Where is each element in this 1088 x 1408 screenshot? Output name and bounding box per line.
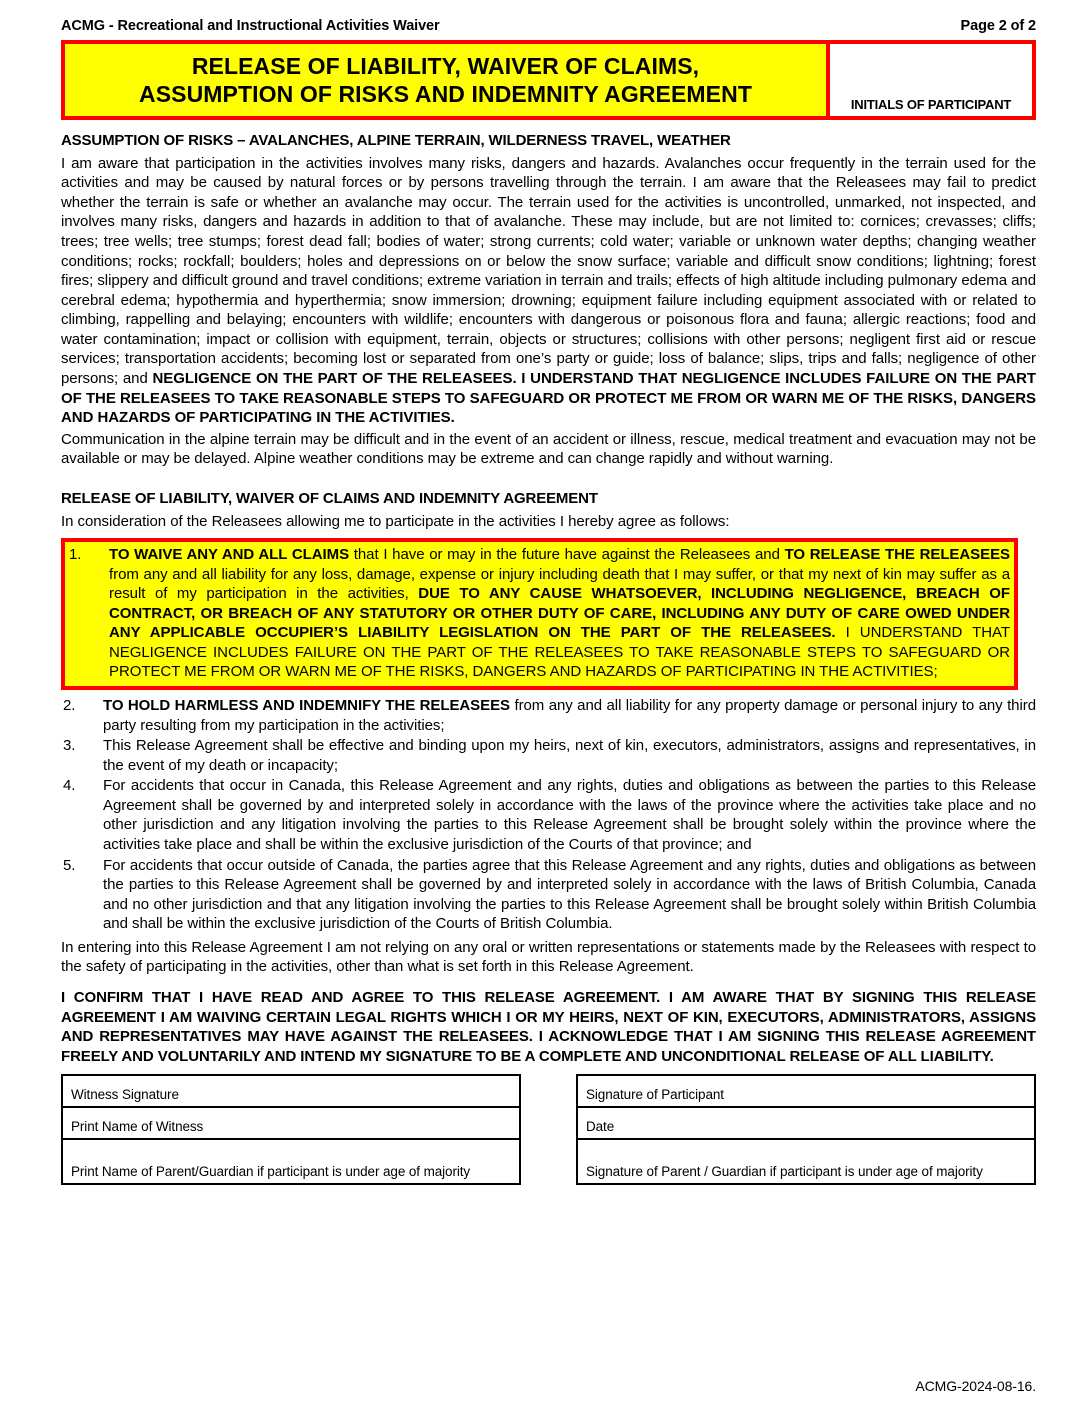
release-of-liability-heading: RELEASE OF LIABILITY, WAIVER OF CLAIMS AND INDEMNITY AGREEMENT — [61, 489, 598, 507]
clause-5-normal: For accidents that occur outside of Canada, the parties agree that this Release Agreement and any rights, duties and obligations as between the parties to this Release Agreement shall be governed by and interpreted solely in accordance with the laws of British Columbia, Canada and no other jurisdiction and that any litigation involving the parties to this Release Agreement shall be brought solely within British Columbia and shall be within the exclusive jurisdiction of the Courts of British Columbia. — [103, 856, 1036, 933]
clause-item — [61, 776, 1036, 854]
clause-3-text — [103, 736, 1036, 775]
print-name-guardian-field[interactable] — [63, 1140, 519, 1183]
header-page-number: Page 2 of 2 — [960, 18, 1036, 34]
clause-1-normal-3: I UNDERSTAND THAT NEGLIGENCE INCLUDES FAILURE ON THE PART OF THE RELEASEES TO TAKE REASONABLE STEPS TO SAFEGUARD OR PROTECT ME FROM OR WARN ME OF THE RISKS, DANGERS AND HAZARDS OF PARTICIPATING IN THE ACTIVITIES; — [109, 624, 1010, 681]
clause-1-normal-2: from any and all liability for any loss, damage, expense or injury including death that I may suffer, or that my next of kin may suffer as a result of my participation in the activities, — [109, 565, 1010, 603]
footer-revision-code: ACMG-2024-08-16. — [915, 1378, 1036, 1394]
running-header — [61, 18, 1036, 34]
print-name-witness-field[interactable] — [63, 1108, 519, 1140]
assumption-of-risks-heading: ASSUMPTION OF RISKS – AVALANCHES, ALPINE TERRAIN, WILDERNESS TRAVEL, WEATHER — [61, 132, 731, 149]
clause-item — [61, 856, 1036, 934]
clause-4-number: 4. — [63, 777, 76, 795]
witness-signature-table — [61, 1074, 521, 1185]
clause-item — [61, 736, 1036, 775]
clause-2-bold: TO HOLD HARMLESS AND INDEMNIFY THE RELEASEES — [103, 697, 511, 714]
confirmation-paragraph: I CONFIRM THAT I HAVE READ AND AGREE TO THIS RELEASE AGREEMENT. I AM AWARE THAT BY SIGNING THIS RELEASE AGREEMENT I AM WAIVING CERTAIN LEGAL RIGHTS WHICH I OR MY HEIRS, NEXT OF KIN, EXECUTORS, ADMINISTRATORS, ASSIGNS AND REPRESENTATIVES MAY HAVE AGAINST THE RELEASEES. I ACKNOWLEDGE THAT I AM SIGNING THIS RELEASE AGREEMENT FREELY AND VOLUNTARILY AND INTEND MY SIGNATURE TO BE A COMPLETE AND UNCONDITIONAL RELEASE OF ALL LIABILITY. — [61, 988, 1036, 1065]
guardian-signature-field[interactable] — [578, 1140, 1034, 1183]
clause-3-normal: This Release Agreement shall be effective and binding upon my heirs, next of kin, executors, administrators, assigns and representatives, in the event of my death or incapacity; — [103, 737, 1036, 774]
clause-1-bold-2: TO RELEASE THE RELEASEES — [784, 546, 1010, 564]
clause-3-number: 3. — [63, 737, 76, 755]
clause-1-highlight-box — [61, 538, 1018, 690]
witness-signature-field[interactable] — [63, 1076, 519, 1108]
title-banner — [61, 40, 1036, 120]
date-label: Date — [586, 1119, 615, 1135]
header-document-title: ACMG - Recreational and Instructional Activities Waiver — [61, 18, 440, 34]
initials-of-participant-field[interactable] — [830, 40, 1036, 120]
print-name-witness-label: Print Name of Witness — [71, 1119, 204, 1135]
agreement-title-line-1: RELEASE OF LIABILITY, WAIVER OF CLAIMS, — [191, 52, 700, 79]
assumption-risks-text-bold: NEGLIGENCE ON THE PART OF THE RELEASEES. I UNDERSTAND THAT NEGLIGENCE INCLUDES FAILURE ON THE PART OF THE RELEASEES TO TAKE REASONABLE STEPS TO SAFEGUARD OR PROTECT ME FROM OR WARN ME OF THE RISKS, DANGERS AND HAZARDS OF PARTICIPATING IN THE ACTIVITIES. — [61, 369, 1037, 427]
clause-1-normal-1: that I have or may in the future have against the Releasees and — [349, 546, 785, 564]
clause-1-bold-3: DUE TO ANY CAUSE WHATSOEVER, INCLUDING NEGLIGENCE, BREACH OF CONTRACT, OR BREACH OF ANY STATUTORY OR OTHER DUTY OF CARE, INCLUDING ANY DUTY OF CARE OWED UNDER ANY APPLICABLE OCCUPIER’S LIABILITY LEGISLATION ON THE PART OF THE RELEASEES. — [109, 585, 1010, 642]
assumption-of-risks-paragraph-2: Communication in the alpine terrain may be difficult and in the event of an accident or illness, rescue, medical treatment and evacuation may not be available or may be delayed. Alpine weather conditions may be extreme and can change rapidly and without warning. — [61, 430, 1036, 468]
witness-signature-label: Witness Signature — [71, 1087, 179, 1103]
clause-1-bold-1: TO WAIVE ANY AND ALL CLAIMS — [109, 546, 350, 564]
initials-of-participant-label: INITIALS OF PARTICIPANT — [850, 97, 1012, 112]
clause-1-number: 1. — [69, 546, 82, 564]
assumption-of-risks-paragraph-1 — [61, 154, 1036, 428]
agreement-title-line-2: ASSUMPTION OF RISKS AND INDEMNITY AGREEMENT — [139, 81, 752, 107]
clause-2-normal: from any and all liability for any property damage or personal injury to any third party resulting from my participation in the activities; — [103, 697, 1036, 734]
clause-5-number: 5. — [63, 856, 76, 874]
clause-4-normal: For accidents that occur in Canada, this Release Agreement and any rights, duties and obligations as between the parties to this Release Agreement shall be governed by and interpreted solely in accordance with the laws of the province where the activities take place and no other jurisdiction and any litigation involving the parties to this Release Agreement shall be brought solely within the province where the activities take place and shall be within the exclusive jurisdiction of the Courts of that province; and — [103, 777, 1036, 853]
clause-5-text — [103, 856, 1036, 934]
closing-paragraph: In entering into this Release Agreement I am not relying on any oral or written representations or statements made by the Releasees with respect to the safety of participating in the activities, other than what is set forth in this Release Agreement. — [61, 938, 1036, 976]
clause-4-text — [103, 776, 1036, 854]
spacer — [61, 471, 1036, 478]
assumption-risks-text-normal: I am aware that participation in the activities involves many risks, dangers and hazards. Avalanches occur frequently in the terrain used for the activities and may be caused by natural forces or by persons travelling through the terrain. I am aware that the Releasees may fail to predict whether the terrain is safe or whether an avalanche may occur. The terrain used for the activities is uncontrolled, unmarked, not inspected, and involves many risks, dangers and hazards in addition to that of avalanche. These may include, but are not limited to: cornices; crevasses; cliffs; trees; tree wells; tree stumps; forest dead fall; bodies of water; strong currents; cold water; variable or unknown water depths; changing weather conditions; rocks; rockfall; boulders; holes and depressions on or below the snow surface; variable and difficult snow conditions; lightning; forest fires; slippery and difficult ground and travel conditions; extreme variation in terrain and trails; effects of high altitude including pulmonary edema and cerebral edema; hypothermia and hyperthermia; snow immersion; drowning; equipment failure including equipment associated with or related to climbing, rappelling and belaying; encounters with wildlife; encounters with dangerous or poisonous flora and fauna; allergic reactions; food and water contamination; impact or collision with equipment, terrain, objects or structures; collisions with other persons; negligent first aid or rescue services; transportation accidents; becoming lost or separated from one’s party or guide; loss of balance; slips, trips and falls; negligence of other persons; and — [61, 154, 1036, 387]
guardian-signature-label: Signature of Parent / Guardian if participant is under age of majority — [586, 1164, 983, 1180]
participant-signature-table — [576, 1074, 1036, 1185]
signature-area — [61, 1074, 1036, 1185]
clause-2-text — [103, 696, 1036, 735]
print-name-guardian-label: Print Name of Parent/Guardian if participant is under age of majority — [71, 1164, 471, 1180]
agreement-title-box — [61, 40, 830, 120]
clause-2-number: 2. — [63, 697, 76, 714]
clause-item — [61, 696, 1036, 735]
participant-signature-label: Signature of Participant — [586, 1087, 724, 1103]
participant-signature-field[interactable] — [578, 1076, 1034, 1108]
date-field[interactable] — [578, 1108, 1034, 1140]
release-intro-paragraph: In consideration of the Releasees allowing me to participate in the activities I hereby agree as follows: — [61, 512, 730, 530]
clause-1-text — [109, 545, 1010, 682]
